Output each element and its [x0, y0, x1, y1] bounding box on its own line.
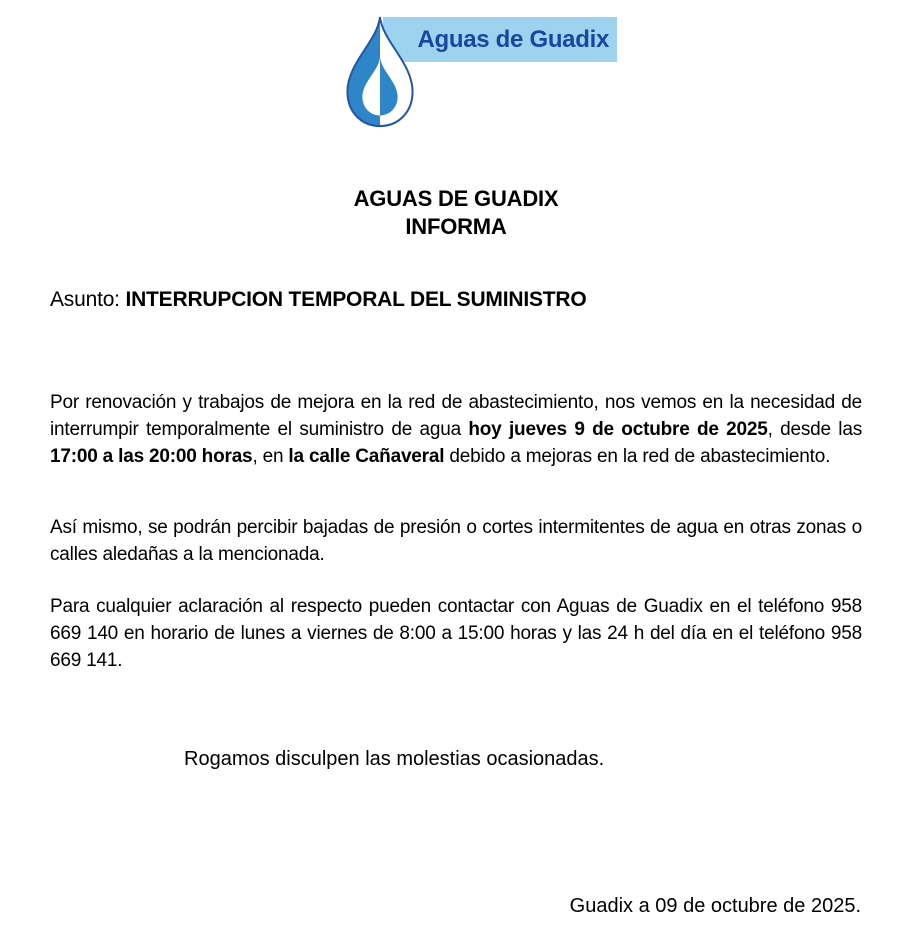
heading-line-1: AGUAS DE GUADIX — [353, 186, 559, 211]
paragraph-interruption-details — [50, 389, 862, 470]
logo-wordmark: Aguas de Guadix — [417, 25, 609, 53]
highlighted-text: hoy jueves 9 de octubre de 2025 — [468, 419, 768, 440]
water-drop-icon — [336, 15, 424, 128]
subject-line — [50, 287, 862, 313]
document-heading — [50, 185, 862, 241]
body-text: , desde las — [767, 419, 862, 440]
paragraph-pressure-warning: Así mismo, se podrán percibir bajadas de presión o cortes intermitentes de agua en otras zonas o calles aledañas a la mencionada. — [50, 517, 862, 565]
highlighted-text: la calle Cañaveral — [288, 446, 445, 467]
place-and-date: Guadix a 09 de octubre de 2025. — [569, 895, 861, 917]
heading-line-2: INFORMA — [405, 214, 507, 239]
closing-apology: Rogamos disculpen las molestias ocasionadas. — [184, 748, 605, 770]
body-text: Por renovación y trabajos de mejora en la red de abastecimiento, nos vemos en la necesidad de interrumpir temporalmente el suministro de agua — [50, 392, 862, 440]
subject-value: INTERRUPCION TEMPORAL DEL SUMINISTRO — [125, 288, 587, 311]
body-text: , en — [252, 446, 289, 467]
highlighted-text: 17:00 a las 20:00 horas — [50, 446, 253, 467]
paragraph-contact-info: Para cualquier aclaración al respecto pueden contactar con Aguas de Guadix en el teléfono 958 669 140 en horario de lunes a viernes de 8:00 a 15:00 horas y las 24 h del día en el teléfono 958 669 141. — [50, 596, 862, 671]
body-text: debido a mejoras en la red de abastecimiento. — [444, 446, 831, 467]
subject-label: Asunto: — [50, 288, 126, 311]
